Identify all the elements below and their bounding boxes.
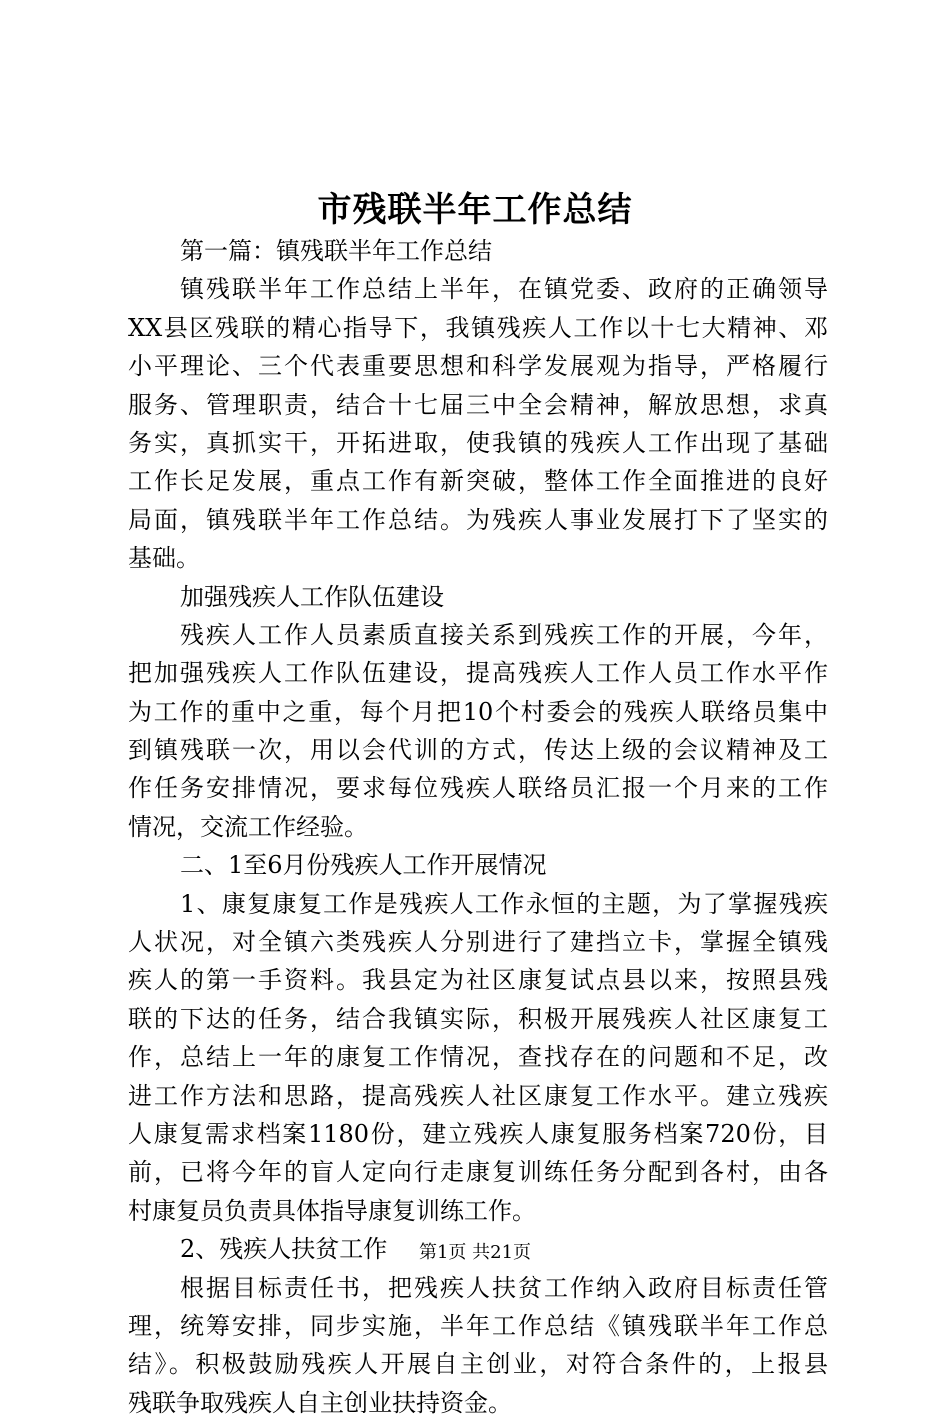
paragraph-line: 务实，真抓实干，开拓进取，使我镇的残疾人工作出现了基础	[128, 428, 828, 457]
paragraph-line: 人状况，对全镇六类残疾人分别进行了建挡立卡，掌握全镇残	[128, 928, 828, 957]
paragraph-line: 1、康复康复工作是残疾人工作永恒的主题，为了掌握残疾	[180, 889, 828, 918]
paragraph-line: 村康复员负责具体指导康复训练工作。	[128, 1196, 536, 1225]
paragraph-line: 小平理论、三个代表重要思想和科学发展观为指导，严格履行	[128, 352, 828, 381]
paragraph-line: 作任务安排情况，要求每位残疾人联络员汇报一个月来的工作	[128, 774, 828, 803]
section-heading: 二、1至6月份残疾人工作开展情况	[180, 851, 547, 880]
paragraph-line: 为工作的重中之重，每个月把10个村委会的残疾人联络员集中	[128, 697, 828, 726]
paragraph-line: 作，总结上一年的康复工作情况，查找存在的问题和不足，改	[128, 1043, 828, 1072]
paragraph-line: 人康复需求档案1180份，建立残疾人康复服务档案720份，目	[128, 1119, 828, 1148]
paragraph-line: 镇残联半年工作总结上半年，在镇党委、政府的正确领导	[180, 275, 828, 304]
paragraph-line: 疾人的第一手资料。我县定为社区康复试点县以来，按照县残	[128, 966, 828, 995]
paragraph-line: 理，统筹安排，同步实施，半年工作总结《镇残联半年工作总	[128, 1311, 828, 1340]
paragraph-line: 前，已将今年的盲人定向行走康复训练任务分配到各村，由各	[128, 1158, 828, 1187]
paragraph-line: 局面，镇残联半年工作总结。为残疾人事业发展打下了坚实的	[128, 505, 828, 534]
section-heading: 加强残疾人工作队伍建设	[180, 582, 444, 611]
paragraph-line: 结》。积极鼓励残疾人开展自主创业，对符合条件的，上报县	[128, 1350, 828, 1379]
paragraph-line: 工作长足发展，重点工作有新突破，整体工作全面推进的良好	[128, 467, 828, 496]
paragraph-line: XX县区残联的精心指导下，我镇残疾人工作以十七大精神、邓	[128, 313, 828, 342]
paragraph-line: 基础。	[128, 544, 200, 573]
paragraph-line: 到镇残联一次，用以会代训的方式，传达上级的会议精神及工	[128, 736, 828, 765]
paragraph-line: 联的下达的任务，结合我镇实际，积极开展残疾人社区康复工	[128, 1004, 828, 1033]
paragraph-line: 根据目标责任书，把残疾人扶贫工作纳入政府目标责任管	[180, 1273, 828, 1302]
paragraph-line: 残联争取残疾人自主创业扶持资金。	[128, 1388, 512, 1417]
document-title: 市残联半年工作总结	[317, 190, 633, 230]
paragraph-line: 残疾人工作人员素质直接关系到残疾工作的开展，今年，	[180, 620, 828, 649]
paragraph-line: 进工作方法和思路，提高残疾人社区康复工作水平。建立残疾	[128, 1081, 828, 1110]
paragraph-line: 服务、管理职责，结合十七届三中全会精神，解放思想，求真	[128, 390, 828, 419]
page-footer: 第1页 共21页	[418, 1242, 532, 1263]
section-heading: 2、残疾人扶贫工作	[180, 1235, 388, 1264]
section-heading: 第一篇：镇残联半年工作总结	[180, 237, 492, 265]
paragraph-line: 把加强残疾人工作队伍建设，提高残疾人工作人员工作水平作	[128, 659, 828, 688]
paragraph-line: 情况，交流工作经验。	[128, 812, 368, 841]
